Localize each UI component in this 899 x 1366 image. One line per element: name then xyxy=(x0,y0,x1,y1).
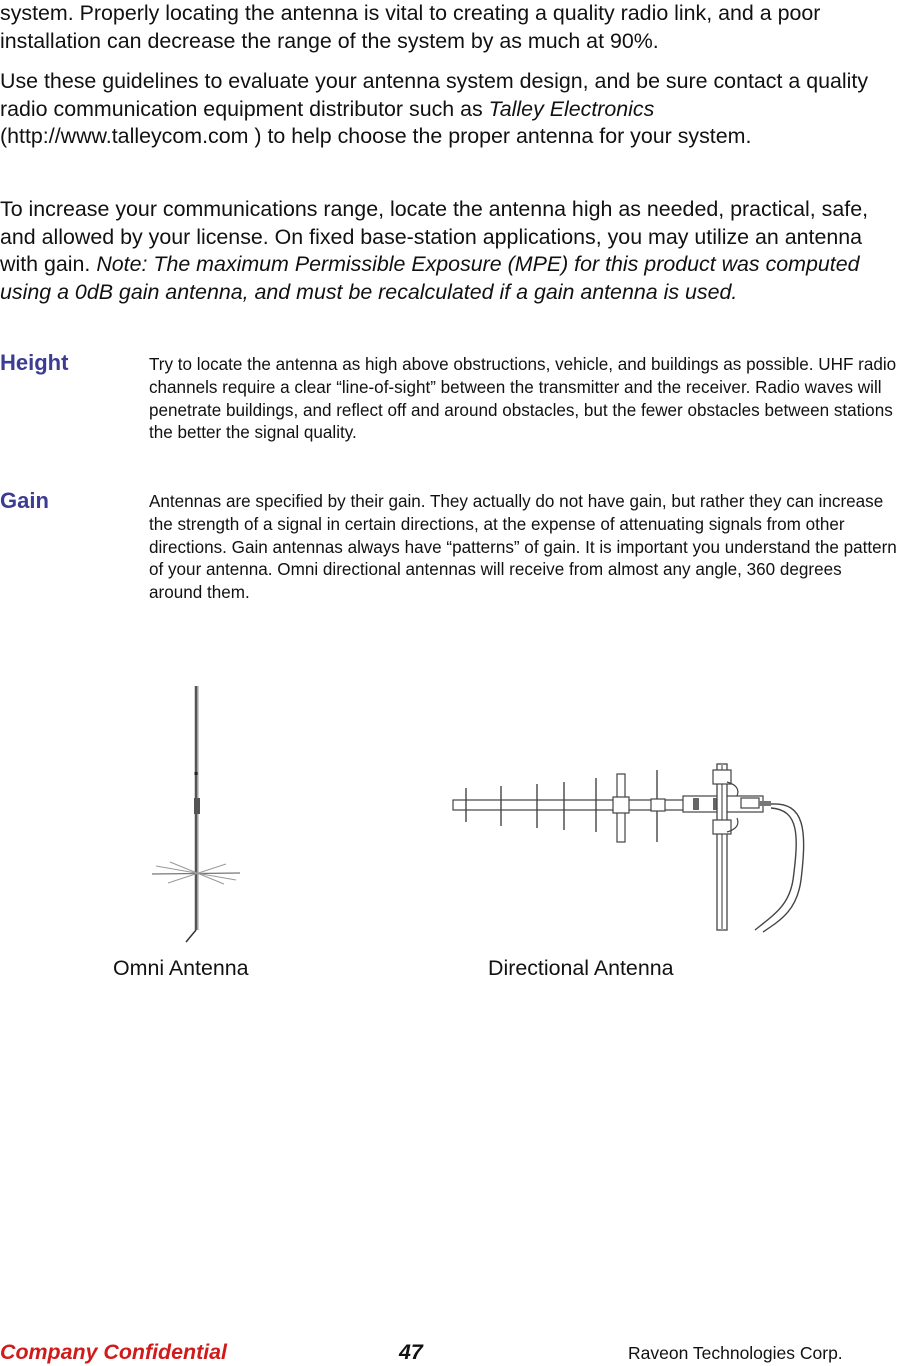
height-term: Height xyxy=(0,350,69,375)
range-text: To increase your communications range, locate the antenna high as needed, practical, safe, and allowed by your license. On fixed base-station applications, you may utilize an antenna with gain. xyxy=(0,197,869,276)
omni-antenna-illustration xyxy=(140,680,250,945)
gain-term: Gain xyxy=(0,488,49,513)
intro-paragraph xyxy=(0,0,899,55)
height-definition: Try to locate the antenna as high above obstructions, vehicle, and buildings as possible. UHF radio channels require a clear “line-of-sight” between the transmitter and the receiver. Radio waves will penetrate buildings, and reflect off and around obstacles, but the fewer obstacles between stations the better the signal quality. xyxy=(149,355,897,443)
guidelines-text-a: Use these guidelines to evaluate your antenna system design, and be sure contact a quality radio communication equipment distributor such as xyxy=(0,69,869,121)
omni-antenna-caption: Omni Antenna xyxy=(113,956,249,980)
range-paragraph xyxy=(0,196,899,306)
company-name: Raveon Technologies Corp. xyxy=(628,1343,843,1363)
directional-antenna-caption: Directional Antenna xyxy=(488,956,674,980)
directional-antenna-illustration xyxy=(445,760,825,935)
confidential-label: Company Confidential xyxy=(0,1340,227,1364)
intro-text: system. Properly locating the antenna is vital to creating a quality radio link, and a poor installation can decrease the range of the system by as much at 90%. xyxy=(0,1,821,53)
mpe-note: Note: The maximum Permissible Exposure (MPE) for this product was computed using a 0dB gain antenna, and must be recalculated if a gain antenna is used. xyxy=(0,252,860,304)
guidelines-text-b: (http://www.talleycom.com ) to help choose the proper antenna for your system. xyxy=(0,124,752,148)
distributor-name: Talley Electronics xyxy=(488,96,655,121)
gain-definition: Antennas are specified by their gain. They actually do not have gain, but rather they can increase the strength of a signal in certain directions, at the expense of attenuating signals from other directions. Gain antennas always have “patterns” of gain. It is important you understand the pattern of your antenna. Omni directional antennas will receive from almost any angle, 360 degrees around them. xyxy=(149,492,897,603)
guidelines-paragraph xyxy=(0,68,899,151)
page-number: 47 xyxy=(399,1340,423,1364)
